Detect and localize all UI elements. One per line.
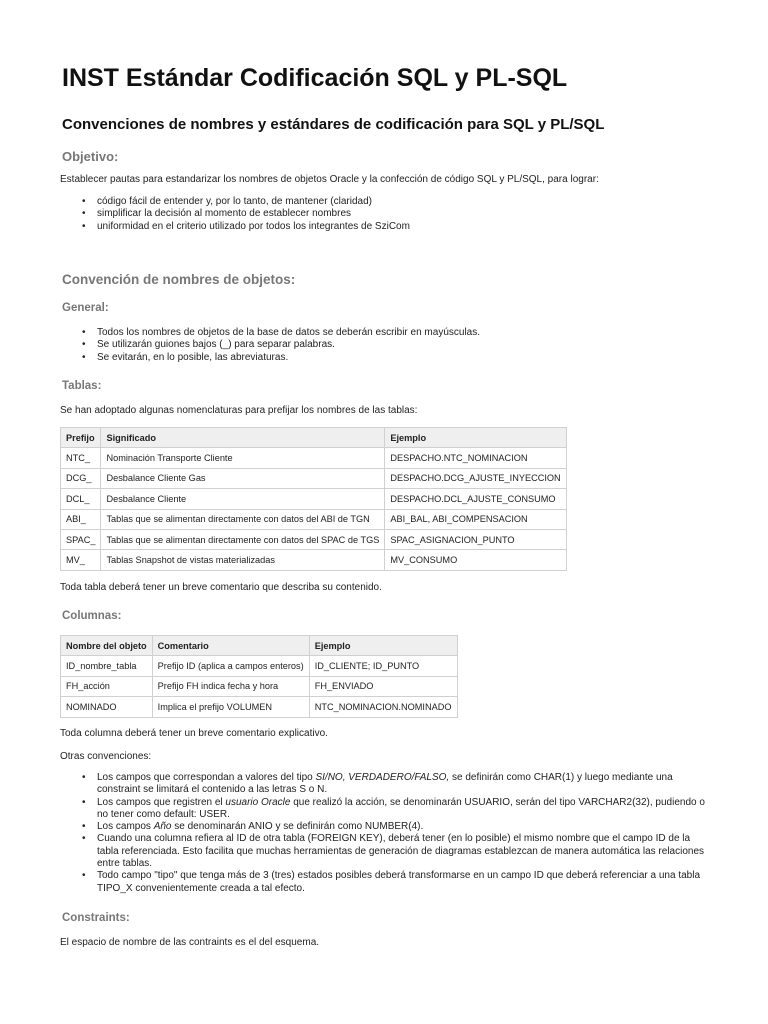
text-run: se denominarán ANIO y se definirán como NUMBER(4). [171,821,424,833]
columnas-heading: Columnas: [62,610,122,622]
table-row [61,529,567,549]
text-run: que realizó la acción, se denominarán USUARIO, serán del tipo VARCHAR2(32), pudiendo o no tener como default: USER. [97,796,705,820]
table-cell: DCL_ [61,489,101,509]
column-header: Nombre del objeto [61,636,153,656]
table-row [61,697,458,717]
column-header: Prefijo [61,428,101,448]
table-header-row [61,428,567,448]
table-cell: Tablas que se alimentan directamente con datos del ABI de TGN [101,509,385,529]
table-cell: NTC_ [61,448,101,468]
table-cell: FH_acción [61,676,153,696]
table-row [61,509,567,529]
list-item: • Todos los nombres de objetos de la base de datos se deberán escribir en mayúsculas. [82,327,480,339]
table-cell: ID_CLIENTE; ID_PUNTO [309,656,457,676]
text-run-italic: Año [153,821,172,833]
list-item: • código fácil de entender y, por lo tanto, de mantener (claridad) [82,196,410,208]
otras-convenciones-list [82,772,707,895]
page-title: INST Estándar Codificación SQL y PL-SQL [62,64,568,92]
table-cell: SPAC_ASIGNACION_PUNTO [385,529,566,549]
table-cell: Prefijo FH indica fecha y hora [152,676,309,696]
text-run-italic: SI/NO, VERDADERO/FALSO, [315,772,450,783]
text-run: se definirán como CHAR(1) y luego mediante una constraint se limitará el contenido a las letras S o N. [97,772,673,796]
text-run: Los campos que registren el [97,796,226,808]
table-cell: Prefijo ID (aplica a campos enteros) [152,656,309,676]
constraints-heading: Constraints: [62,912,130,924]
list-item: • Cuando una columna refiera al ID de otra tabla (FOREIGN KEY), deberá tener (en lo posible) el mismo nombre que el campo ID de la tabla referenciada. Esto facilita que muchas herramientas de generación de diagramas establezcan de manera automática las relaciones entre tablas. [82,833,707,870]
otras-convenciones-label: Otras convenciones: [60,751,152,762]
column-header: Comentario [152,636,309,656]
table-row [61,468,567,488]
list-item [82,772,707,797]
table-cell: ABI_BAL, ABI_COMPENSACION [385,509,566,529]
table-cell: Implica el prefijo VOLUMEN [152,697,309,717]
table-cell: DCG_ [61,468,101,488]
table-header-row [61,636,458,656]
list-item: • Se utilizarán guiones bajos (_) para separar palabras. [82,339,480,351]
table-row [61,550,567,570]
table-cell: MV_CONSUMO [385,550,566,570]
columnas-table [60,635,458,718]
convencion-heading: Convención de nombres de objetos: [62,272,296,287]
table-cell: NTC_NOMINACION.NOMINADO [309,697,457,717]
table-row [61,489,567,509]
list-item [82,797,707,822]
list-item: • simplificar la decisión al momento de establecer nombres [82,208,410,220]
general-list [82,327,480,364]
objetivo-heading: Objetivo: [62,149,119,164]
table-cell: Desbalance Cliente [101,489,385,509]
list-item: • Se evitarán, en lo posible, las abreviaturas. [82,352,480,364]
table-cell: Desbalance Cliente Gas [101,468,385,488]
objetivo-intro: Establecer pautas para estandarizar los nombres de objetos Oracle y la confección de código SQL y PL/SQL, para lograr: [60,174,599,185]
table-cell: Nominación Transporte Cliente [101,448,385,468]
text-run: Los campos [97,821,154,833]
table-cell: FH_ENVIADO [309,676,457,696]
table-cell: Tablas que se alimentan directamente con datos del SPAC de TGS [101,529,385,549]
table-cell: SPAC_ [61,529,101,549]
table-cell: Tablas Snapshot de vistas materializadas [101,550,385,570]
objetivo-list [82,196,410,233]
table-cell: DESPACHO.NTC_NOMINACION [385,448,566,468]
table-cell: DESPACHO.DCG_AJUSTE_INYECCION [385,468,566,488]
table-row [61,656,458,676]
table-row [61,448,567,468]
column-header: Ejemplo [385,428,566,448]
column-header: Significado [101,428,385,448]
columnas-note: Toda columna deberá tener un breve comentario explicativo. [60,728,328,739]
table-cell: ID_nombre_tabla [61,656,153,676]
tablas-note: Toda tabla deberá tener un breve comentario que describa su contenido. [60,582,382,593]
text-run-italic: usuario Oracle [225,796,291,808]
general-heading: General: [62,302,109,314]
tablas-intro: Se han adoptado algunas nomenclaturas para prefijar los nombres de las tablas: [60,405,418,416]
column-header: Ejemplo [309,636,457,656]
table-cell: DESPACHO.DCL_AJUSTE_CONSUMO [385,489,566,509]
page-subtitle: Convenciones de nombres y estándares de codificación para SQL y PL/SQL [62,116,605,133]
table-cell: NOMINADO [61,697,153,717]
table-row [61,676,458,696]
table-cell: ABI_ [61,509,101,529]
tablas-heading: Tablas: [62,380,102,392]
list-item: • uniformidad en el criterio utilizado por todos los integrantes de SziCom [82,221,410,233]
list-item: • Todo campo "tipo" que tenga más de 3 (tres) estados posibles deberá transformarse en un campo ID que deberá referenciar a una tabla TIPO_X convenientemente creada a tal efecto. [82,870,707,895]
tablas-prefix-table [60,427,567,571]
text-run: Los campos que correspondan a valores del tipo [97,772,316,783]
table-cell: MV_ [61,550,101,570]
constraints-text: El espacio de nombre de las contraints es el del esquema. [60,937,320,948]
list-item [82,821,707,833]
